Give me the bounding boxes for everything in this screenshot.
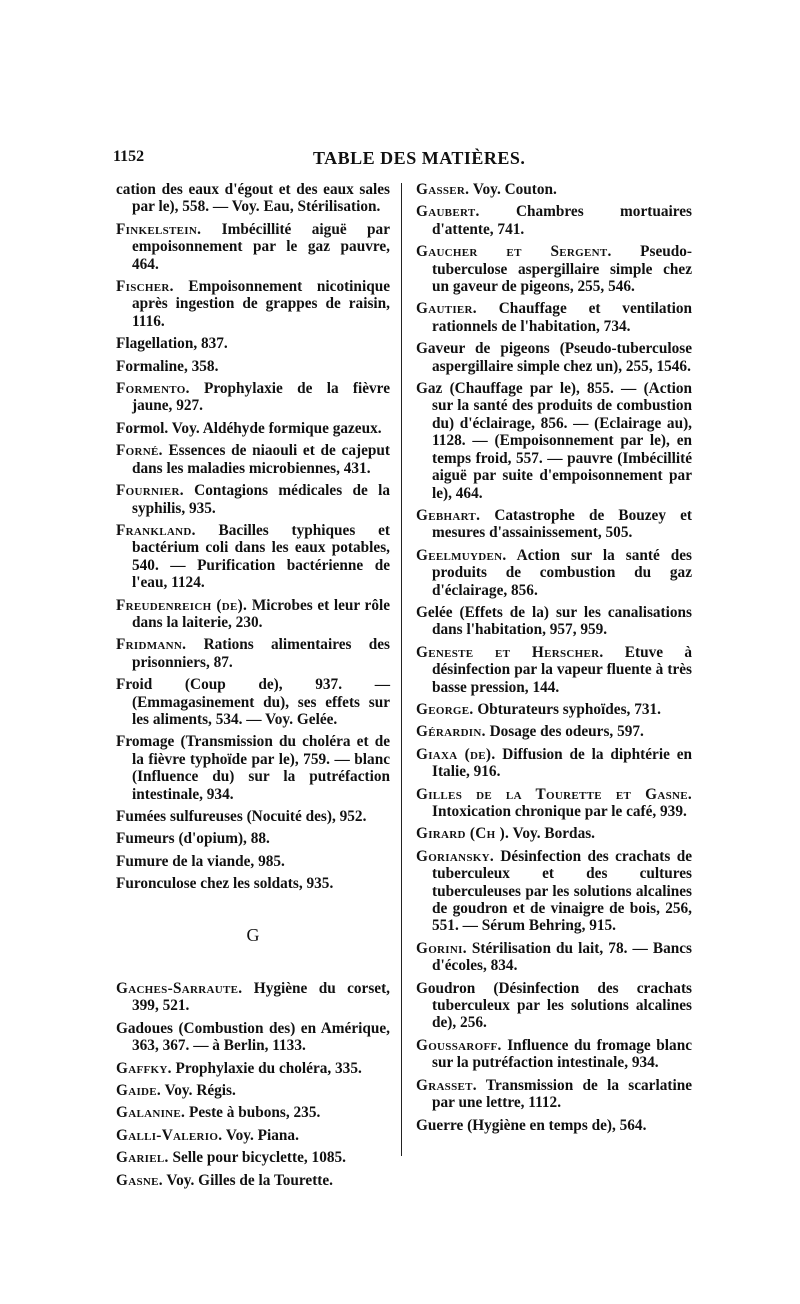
index-entry [116,853,390,870]
entry-author: Gaide. [116,1082,162,1100]
index-entry [116,733,390,803]
entry-author: Gaucher et Sergent. [416,243,612,261]
entry-author: Gérardin. [416,723,486,741]
entry-author: Frankland. [116,521,196,539]
entry-text: Désinfection des crachats de tuberculeux et des cultures tuberculeuses par les solutions alcalines de goudron et de vinaigre de bois, 256, 551. — Sérum Behring, 915. [432,847,692,935]
index-entry [416,1077,692,1112]
entry-author: Gaches-Sarraute. [116,980,243,998]
index-entry [416,243,692,295]
index-entry [416,723,692,740]
entry-author: Gasne. [116,1171,163,1189]
column-divider [401,183,402,1156]
entry-text: Formol. Voy. Aldéhyde formique gazeux. [116,419,382,437]
entry-text: Gaveur de pigeons (Pseudo-tuberculose aspergillaire simple chez un), 255, 1546. [416,340,692,375]
entry-author: Giaxa (de). [416,745,496,763]
entry-author: Fischer. [116,278,174,296]
entry-text: Froid (Coup de), 937. — (Emmagasinement du), ses effets sur les aliments, 534. — Voy. Gelée. [116,676,390,728]
entry-author: Gaubert. [416,203,480,221]
entry-text: Bacilles typhiques et bactérium coli dans les eaux potables, 540. — Purification bactérienne de l'eau, 1124. [132,521,390,592]
page-header [113,148,693,172]
entry-text: Stérilisation du lait, 78. — Bancs d'écoles, 834. [432,939,692,975]
index-entry [116,335,390,352]
index-entry [116,980,390,1015]
index-entry [116,1127,390,1144]
entry-text: Transmission de la scarlatine par une lettre, 1112. [432,1076,692,1112]
entry-text: Rations alimentaires des prisonniers, 87. [132,636,390,671]
entry-text: Microbes et leur rôle dans la laiterie, 230. [132,596,391,631]
entry-author: Goriansky. [416,847,495,865]
entry-text: Obturateurs syphoïdes, 731. [473,700,661,718]
index-entry [416,380,692,502]
entry-author: Gasser. [416,181,470,198]
entry-author: Fournier. [116,482,184,500]
index-entry [116,380,390,415]
index-column-left [116,181,390,1194]
index-entry [416,203,692,238]
index-entry [116,278,390,330]
index-entry [116,676,390,728]
entry-text: Etuve à désinfection par la vapeur fluente à très basse pression, 144. [432,643,692,696]
entry-author: Geneste et Herscher. [416,643,604,661]
entry-text: Furonculose chez les soldats, 935. [116,875,334,893]
index-entry [416,604,692,639]
index-entry [416,786,692,821]
index-entry [416,1037,692,1072]
index-entry [416,300,692,335]
entry-text: Fumeurs (d'opium), 88. [116,830,270,848]
entry-text: Prophylaxie du choléra, 335. [171,1059,362,1077]
index-entry [116,1020,390,1055]
entry-author: Forné. [116,442,163,460]
entry-text: Pseudo-tuberculose aspergillaire simple chez un gaveur de pigeons, 255, 546. [432,243,692,296]
entry-text: Action sur la santé des produits de combustion du gaz d'éclairage, 856. [432,546,692,599]
entry-author: Geelmuyden. [416,546,507,564]
entry-author: Gebhart. [416,506,481,524]
entry-author: Formento. [116,380,190,398]
entry-text: Fromage (Transmission du choléra et de la fièvre typhoïde par le), 759. — blanc (Influence du) sur la putréfaction intestinale, 934. [116,733,390,803]
entry-author: George. [416,700,474,718]
entry-author: Gaffky. [116,1059,172,1077]
index-entry [116,181,390,216]
entry-text: Intoxication chronique par le café, 939. [432,803,687,820]
entry-text: Diffusion de la diphtérie en Italie, 916. [432,745,692,781]
index-entry [116,875,390,892]
index-entry [416,940,692,975]
index-entry [116,482,390,517]
index-entry [116,1149,390,1166]
entry-text: Catastrophe de Bouzey et mesures d'assainissement, 505. [432,506,692,542]
index-entry [116,597,390,632]
index-entry [116,830,390,847]
index-entry [116,808,390,825]
entry-text: Dosage des odeurs, 597. [485,723,644,741]
entry-text: Gaz (Chauffage par le), 855. — (Action sur la santé des produits de combustion du) d'éclairage, 856. — (Eclairage au), 1128. — (Empoisonnement par le), en temps froid, 557. — pauvre (Imbécillité aiguë par suite d'empoisonnement par le), 464. [416,380,692,502]
entry-text: Gelée (Effets de la) sur les canalisations dans l'habitation, 957, 959. [416,603,692,639]
index-entry [416,980,692,1032]
entry-author: Gilles de la Tourette et Gasne. [416,785,692,803]
page-number: 1152 [113,148,145,165]
entry-text: Guerre (Hygiène en temps de), 564. [416,1116,647,1134]
entry-text: Goudron (Désinfection des crachats tuberculeux par les solutions alcalines de), 256. [416,979,692,1032]
index-entry [416,848,692,935]
entry-text: Fumées sulfureuses (Nocuité des), 952. [116,808,367,825]
index-entry [116,1104,390,1121]
index-entry [416,746,692,781]
entry-text: Empoisonnement nicotinique après ingestion de grappes de raisin, 1116. [132,278,390,330]
entry-text: Prophylaxie de la fièvre jaune, 927. [132,380,390,415]
entry-text: Selle pour bicyclette, 1085. [168,1149,346,1167]
index-entry [416,701,692,718]
entry-text: Chauffage et ventilation rationnels de l'habitation, 734. [432,300,692,335]
index-entry [116,1082,390,1099]
entry-author: Grasset. [416,1076,477,1094]
entry-text: Voy. Bordas. [509,825,595,843]
index-entry [416,825,692,842]
entry-author: Galli-Valerio. [116,1126,223,1144]
index-entry [416,547,692,599]
index-entry [116,1060,390,1077]
index-entry [116,420,390,437]
entry-text: Formaline, 358. [116,357,219,375]
entry-author: Finkelstein. [116,220,202,238]
entry-author: Fridmann. [116,636,187,654]
entry-text: Peste à bubons, 235. [185,1104,321,1122]
index-entry [116,522,390,592]
entry-author: Gorini. [416,939,467,957]
entry-text: Contagions médicales de la syphilis, 935. [132,482,390,517]
entry-text: Imbécillité aiguë par empoisonnement par le gaz pauvre, 464. [132,220,390,273]
entry-author: Gautier. [416,300,477,318]
entry-text: cation des eaux d'égout et des eaux sales par le), 558. — Voy. Eau, Stérilisation. [116,181,390,216]
entry-text: Essences de niaouli et de cajeput dans les maladies microbiennes, 431. [132,442,390,477]
index-entry [116,636,390,671]
entry-text: Chambres mortuaires d'attente, 741. [432,203,692,238]
index-entry [116,1172,390,1189]
index-entry [116,221,390,273]
index-entry [416,507,692,542]
entry-author: Girard (Ch ). [416,825,510,843]
entry-text: Gadoues (Combustion des) en Amérique, 363, 367. — à Berlin, 1133. [116,1019,390,1055]
index-entry [416,181,692,198]
entry-text: Voy. Piana. [222,1126,299,1144]
index-column-right [416,181,692,1139]
entry-text: Influence du fromage blanc sur la putréfaction intestinale, 934. [432,1036,692,1072]
entry-text: Voy. Gilles de la Tourette. [162,1171,334,1189]
entry-text: Hygiène du corset, 399, 521. [132,980,390,1015]
index-entry [416,340,692,375]
entry-text: Flagellation, 837. [116,335,228,353]
entry-text: Voy. Régis. [161,1082,236,1100]
index-entry [116,442,390,477]
entry-author: Gariel. [116,1149,169,1167]
entry-author: Galanine. [116,1104,186,1122]
index-entry [416,644,692,696]
entry-author: Goussaroff. [416,1036,502,1054]
section-letter-g: G [246,924,260,945]
running-title: TABLE DES MATIÈRES. [313,148,526,168]
entry-text: Fumure de la viande, 985. [116,852,285,870]
index-entry [116,358,390,375]
entry-author: Freudenreich (de). [116,596,248,614]
entry-text: Voy. Couton. [469,181,557,198]
index-entry [416,1117,692,1134]
